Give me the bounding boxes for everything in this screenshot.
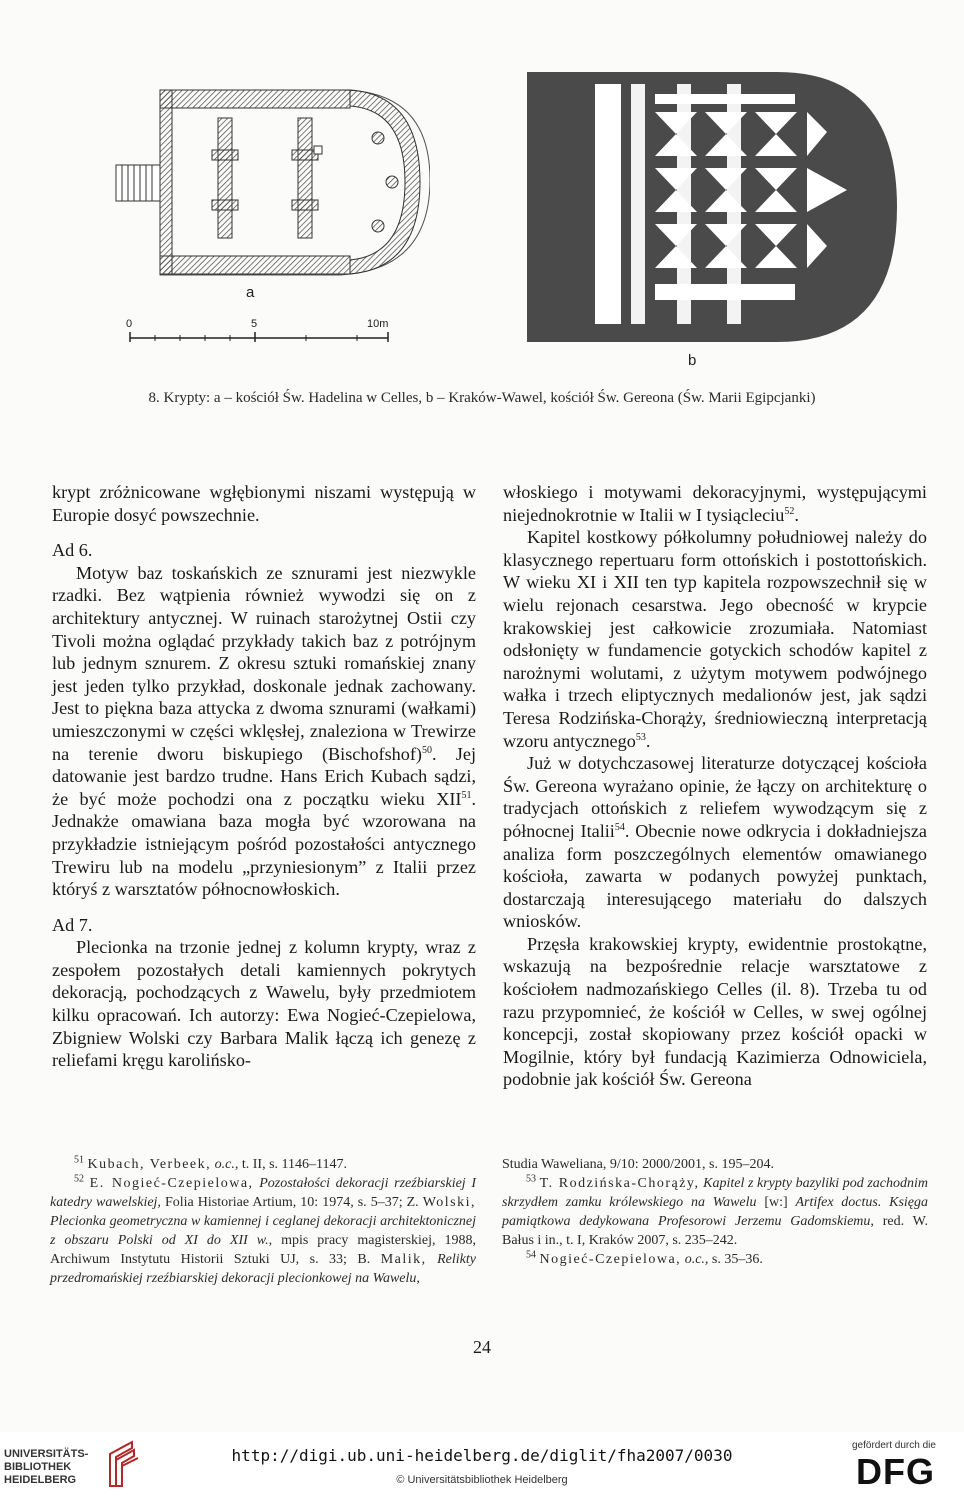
- footnotes-right: [502, 1155, 928, 1269]
- copyright-notice: © Universitätsbibliothek Heidelberg: [396, 1474, 568, 1486]
- footer-bar: [0, 1432, 964, 1500]
- footnote-52-continued: Studia Waweliana, 9/10: 2000/2001, s. 195–204.: [502, 1157, 774, 1172]
- footnote-ref[interactable]: 52: [784, 505, 795, 517]
- paragraph: Plecionka na trzonie jednej z kolumn krypty, wraz z zespołem pozostałych detali kamiennych pokrytych dekoracją, pochodzących z Wawelu, były przedmiotem kilku opracowań. Ich autorzy: Ewa Nogieć-Czepielowa, Zbigniew Wolski czy Barbara Malik łączą ich genezę z reliefami kręgu karolińsko-: [52, 937, 476, 1071]
- footnote-51: $^{51}$ Kubach, Verbeek, o.c., t. II, s. 1146–1147.: [74, 1154, 347, 1172]
- section-heading: Ad 6.: [52, 540, 93, 561]
- scale-label-10m: 10m: [367, 318, 389, 330]
- figure-caption: 8. Krypty: a – kościół Św. Hadelina w Celles, b – Kraków-Wawel, kościół Św. Gereona (Św. Marii Egipcjanki): [148, 390, 816, 406]
- paragraph: włoskiego i motywami dekoracyjnymi, występującymi niejednokrotnie w Italii w I tysiącleciu$^{52}$.: [503, 482, 927, 525]
- crypt-plan-celles: [100, 70, 430, 350]
- footnote-ref[interactable]: 54: [614, 821, 625, 833]
- scale-label-0: 0: [126, 318, 133, 330]
- scale-label-5: 5: [251, 318, 258, 330]
- footnote-53: $^{53}$ T. Rodzińska-Chorąży, Kapitel z krypty bazyliki pod zachodnim skrzydłem zamku królewskiego na Wawelu [w:] Artifex doctus. Księga pamiątkowa dedykowana Profesorowi Jerzemu Gadomskiemu, red. W. Bałus i in., t. I, Kraków 2007, s. 235–242.: [502, 1173, 929, 1248]
- permalink-url[interactable]: http://digi.ub.uni-heidelberg.de/diglit/fha2007/0030: [231, 1446, 733, 1465]
- crypt-plan-wawel: [527, 72, 897, 342]
- paragraph: Przęsła krakowskiej krypty, ewidentnie prostokątne, wskazują na bezpośrednie relacje warsztatowe z kościołem nadmozańskiego Celles (il. 8). Trzeba tu od razu przypomnieć, że kościół w Celles, w swej ogólnej koncepcji, został skopiowany przez kościół opacki w Mogilnie, który był fundacją Kazimierza Odnowiciela, podobnie jak kościół Św. Gereona: [503, 933, 927, 1090]
- paragraph: Już w dotychczasowej literaturze dotyczącej kościoła Św. Gereona wyrażano opinie, że łączy on architekturę o tradycjach ottońskich z reliefem wywodzącym się z północnej Italii$^{54}$. Obecnie nowe odkrycia i dokładniejsza analiza form poszczególnych elementów omawianego kościoła, zawarta w podanych powyżej punktach, dostarczają interesującego materiału do dalszych wniosków.: [503, 753, 928, 932]
- right-column: [503, 481, 927, 1091]
- footnote-ref[interactable]: 51: [461, 789, 472, 801]
- figure-label-a: a: [246, 284, 255, 301]
- section-heading: Ad 7.: [52, 914, 93, 935]
- dfg-logo: DFG: [856, 1451, 935, 1492]
- figure-label-b: b: [688, 352, 697, 369]
- footnote-ref[interactable]: 50: [421, 744, 432, 756]
- footnotes-left: [50, 1155, 476, 1288]
- left-column: [52, 481, 476, 1072]
- footnote-54: $^{54}$ Nogieć-Czepielowa, o.c., s. 35–36.: [526, 1249, 763, 1267]
- footnote-52: $^{52}$ E. Nogieć-Czepielowa, Pozostałości dekoracji rzeźbiarskiej I katedry wawelskiej, Folia Historiae Artium, 10: 1974, s. 5–37; Z. Wolski, Plecionka geometryczna w kamiennej i ceglanej dekoracji architektonicznej z obszaru Polski od XI do XII w., mpis pracy magisterskiej, 1988, Archiwum Instytutu Historii Sztuki UJ, s. 33; B. Malik, Relikty przedromańskiej rzeźbiarskiej dekoracji plecionkowej na Wawelu,: [50, 1173, 477, 1286]
- footnote-ref[interactable]: 53: [635, 731, 646, 743]
- paragraph: krypt zróżnicowane wgłębionymi niszami występują w Europie dosyć powszechnie.: [52, 482, 476, 525]
- library-name: UNIVERSITÄTS- BIBLIOTHEK HEIDELBERG: [4, 1448, 89, 1486]
- paragraph: Kapitel kostkowy półkolumny południowej należy do klasycznego repertuaru form ottońskich i postottońskich. W wieku XI i XII ten typ kapitela rozpowszechnił się w wielu rejonach cesarstwa. Jego obecność w krypcie krakowskiej jest całkowicie zrozumiała. Natomiast odsłonięty w fundamencie gotyckich schodów kapitel z narożnymi wolutami, z użytym motywem podwójnego wałka i trzech eliptycznych medalionów jest, jak sądzi Teresa Rodzińska-Chorąży, średniowieczną interpretacją wzoru antycznego$^{53}$.: [503, 527, 927, 751]
- paragraph: Motyw baz toskańskich ze sznurami jest niezwykle rzadki. Bez wątpienia również wywodzi się on z architektury antycznej. W ruinach starożytnej Ostii czy Tivoli można oglądać przykłady takich baz z potrójnym lub jednym sznurem. Z okresu sztuki romańskiej znany jest jeden tylko przykład, doskonale jednak zachowany. Jest to piękna baza attycka z dwoma sznurami (wałkami) umieszczonymi w części wklęsłej, znaleziona w Trewirze na terenie dworu biskupiego (Bischofshof)$^{50}$. Jej datowanie jest bardzo trudne. Hans Erich Kubach sądzi, że być może pochodzi ona z początku wieku XII$^{51}$. Jednakże omawiana baza mogła być wzorowana na przykładzie istniejącym pośród pozostałości antycznego Trewiru lub na modelu „przyniesionym” z Italii przez któryś z warsztatów północnowłoskich.: [52, 562, 476, 900]
- funding-note: gefördert durch die: [852, 1440, 936, 1451]
- page-number: 24: [473, 1337, 491, 1357]
